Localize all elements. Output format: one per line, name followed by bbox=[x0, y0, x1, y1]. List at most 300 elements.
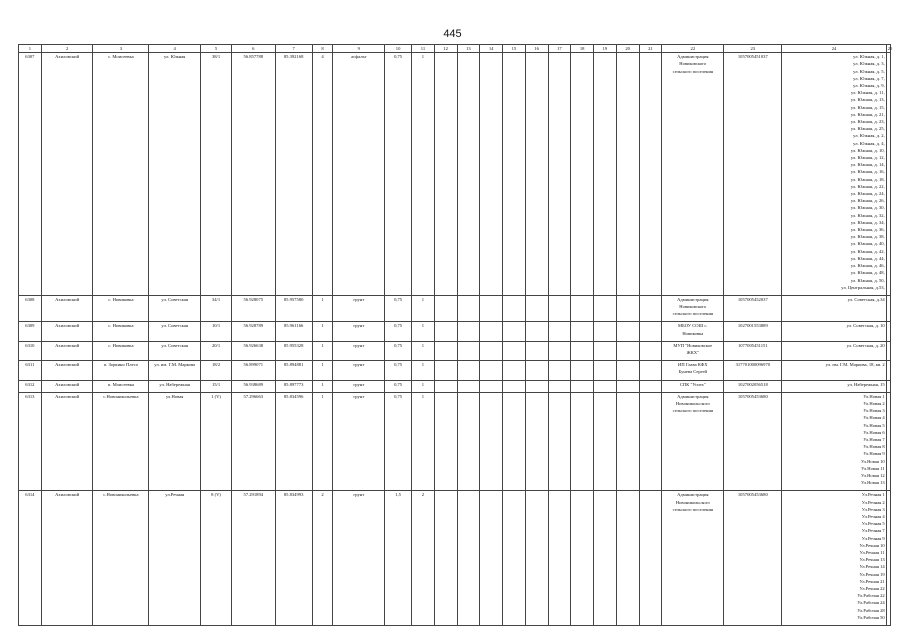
organization-line: МУП "Новиковское bbox=[673, 342, 713, 348]
cell-surface: грунт bbox=[333, 491, 385, 626]
empty-cell bbox=[639, 392, 662, 491]
address-line: ул. Советская, д. 10 bbox=[846, 323, 885, 329]
header-cell: 20 bbox=[616, 45, 639, 53]
cell-street: ул. им. Г.М. Маркова bbox=[149, 361, 201, 380]
cell-inn: 1057005451037 bbox=[724, 53, 782, 296]
address-line: Ул.Речная 1 bbox=[861, 492, 885, 498]
cell-surface: грунт bbox=[333, 322, 385, 341]
cell-cont: 4 bbox=[312, 53, 333, 296]
address-line: Ул.Новая 13 bbox=[860, 480, 885, 486]
empty-cell bbox=[594, 361, 617, 380]
address-line: ул. Южная, д. 23, bbox=[850, 119, 885, 125]
cell-addresses bbox=[782, 341, 886, 360]
cell-lon: 85.955328 bbox=[275, 341, 312, 360]
organization-line: ЖКХ" bbox=[686, 349, 699, 355]
empty-cell bbox=[480, 341, 503, 360]
empty-cell bbox=[886, 380, 890, 392]
header-cell: 15 bbox=[503, 45, 526, 53]
empty-cell bbox=[616, 361, 639, 380]
address-line: Ул.Речная 19 bbox=[859, 571, 885, 577]
cell-organization bbox=[662, 380, 724, 392]
cell-count: 2 bbox=[412, 491, 435, 626]
empty-cell bbox=[571, 341, 594, 360]
cell-organization bbox=[662, 322, 724, 341]
cell-cont: 1 bbox=[312, 341, 333, 360]
address-line: ул. Южная, д. 14, bbox=[850, 162, 885, 168]
organization-line: сельского поселения bbox=[672, 506, 714, 512]
header-cell: 23 bbox=[724, 45, 782, 53]
organization-line: Администрация bbox=[677, 296, 709, 302]
empty-cell bbox=[594, 322, 617, 341]
empty-cell bbox=[594, 341, 617, 360]
header-cell: 25 bbox=[887, 46, 893, 51]
address-line: ул. Советская, д.34 bbox=[847, 296, 885, 302]
cell-street: ул. Советская bbox=[149, 341, 201, 360]
cell-cont: 1 bbox=[312, 295, 333, 322]
empty-cell bbox=[616, 380, 639, 392]
registry-table bbox=[18, 44, 891, 626]
address-line: ул. Южная, д. 34, bbox=[850, 219, 885, 225]
cell-lat: 56.928789 bbox=[232, 322, 275, 341]
empty-cell bbox=[525, 53, 548, 296]
address-line: Ул.Новая 3 bbox=[863, 408, 885, 414]
address-line: Ул.Речная 9 bbox=[861, 535, 885, 541]
header-cell: 13 bbox=[457, 45, 480, 53]
address-line: ул. Южная, д. 40, bbox=[850, 241, 885, 247]
cell-addresses bbox=[782, 380, 886, 392]
organization-line: Новиковского bbox=[679, 61, 707, 67]
cell-addresses bbox=[782, 295, 886, 322]
empty-cell bbox=[525, 392, 548, 491]
cell-id: 6314 bbox=[19, 491, 42, 626]
address-line: Ул.Новая 6 bbox=[863, 429, 885, 435]
table-row bbox=[19, 341, 891, 360]
empty-cell bbox=[434, 361, 457, 380]
cell-area: 1,5 bbox=[385, 491, 412, 626]
address-line: ул. Южная, д. 9, bbox=[853, 83, 885, 89]
cell-lon: 85.894881 bbox=[275, 361, 312, 380]
empty-cell bbox=[525, 295, 548, 322]
cell-district: Ахиловский bbox=[41, 491, 93, 626]
header-cell: 2 bbox=[41, 45, 93, 53]
header-cell: 10 bbox=[385, 45, 412, 53]
cell-house: 8 (V) bbox=[201, 491, 232, 626]
address-line: ул. Южная, д. 1, bbox=[853, 54, 885, 60]
address-line: Ул.Новая 1 bbox=[863, 393, 885, 399]
address-line: ул. Южная, д. 7, bbox=[853, 75, 885, 81]
cell-lat: 56.926638 bbox=[232, 341, 275, 360]
cell-lat: 57.291894 bbox=[232, 491, 275, 626]
address-line: Ул.Рабочая 50 bbox=[857, 614, 885, 620]
cell-count: 1 bbox=[412, 380, 435, 392]
address-line: ул. Южная, д. 4, bbox=[853, 140, 885, 146]
cell-surface: грунт bbox=[333, 341, 385, 360]
cell-lat: 57.296663 bbox=[232, 392, 275, 491]
address-line: ул. Южная, д. 32, bbox=[850, 212, 885, 218]
cell-street: ул.Речная bbox=[149, 491, 201, 626]
cell-count: 1 bbox=[412, 295, 435, 322]
table-row bbox=[19, 361, 891, 380]
empty-cell bbox=[594, 53, 617, 296]
table-row bbox=[19, 491, 891, 626]
table-row bbox=[19, 392, 891, 491]
empty-cell bbox=[548, 295, 571, 322]
cell-inn: 1027001553889 bbox=[724, 322, 782, 341]
cell-lon: 85.834993 bbox=[275, 491, 312, 626]
table-row bbox=[19, 295, 891, 322]
cell-district: Ахиловский bbox=[41, 361, 93, 380]
cell-lat: 56.899071 bbox=[232, 361, 275, 380]
address-line: ул. Южная, д. 24, bbox=[850, 191, 885, 197]
cell-area: 0,75 bbox=[385, 322, 412, 341]
address-line: Ул.Речная 3 bbox=[861, 506, 885, 512]
empty-cell bbox=[594, 392, 617, 491]
empty-cell bbox=[886, 322, 890, 341]
cell-house: 15/1 bbox=[201, 380, 232, 392]
cell-surface: грунт bbox=[333, 392, 385, 491]
empty-cell bbox=[616, 322, 639, 341]
organization-line: Новиковского bbox=[679, 304, 707, 309]
address-line: Ул.Рабочая 24 bbox=[857, 600, 885, 606]
cell-inn: 1057005453680 bbox=[724, 491, 782, 626]
empty-cell bbox=[457, 53, 480, 296]
address-line: Ул.Речная 14 bbox=[859, 564, 885, 570]
header-cell: 24 bbox=[782, 45, 886, 53]
empty-cell bbox=[548, 341, 571, 360]
cell-district: Ахиловский bbox=[41, 322, 93, 341]
empty-cell bbox=[457, 392, 480, 491]
organization-line: ИП Глава КФХ bbox=[678, 362, 708, 368]
empty-cell bbox=[503, 341, 526, 360]
empty-cell bbox=[434, 491, 457, 626]
header-cell: 11 bbox=[412, 45, 435, 53]
cell-organization bbox=[662, 361, 724, 380]
table-row bbox=[19, 53, 891, 296]
empty-cell bbox=[571, 53, 594, 296]
empty-cell bbox=[434, 53, 457, 296]
cell-district: Ахиловский bbox=[41, 380, 93, 392]
empty-cell bbox=[616, 491, 639, 626]
cell-street: ул. Советская bbox=[149, 322, 201, 341]
address-line: ул. Южная, д. 22, bbox=[850, 183, 885, 189]
address-line: ул. Советская, д. 20 bbox=[846, 342, 885, 348]
address-line: Ул.Новая 2 bbox=[863, 400, 885, 406]
empty-cell bbox=[616, 392, 639, 491]
cell-cont: 1 bbox=[312, 322, 333, 341]
cell-area: 0,75 bbox=[385, 380, 412, 392]
address-line: ул. Южная, д. 21, bbox=[850, 111, 885, 117]
address-line: ул. Южная, д. 15, bbox=[850, 104, 885, 110]
address-line: ул. Набережная, 15 bbox=[847, 381, 885, 387]
address-line: ул. Южная, д. 42, bbox=[850, 248, 885, 254]
empty-cell bbox=[594, 380, 617, 392]
empty-cell bbox=[548, 322, 571, 341]
cell-surface: асфальт bbox=[333, 53, 385, 296]
cell-street: ул. Набережная bbox=[149, 380, 201, 392]
page-number: 445 bbox=[443, 28, 462, 40]
empty-cell bbox=[480, 491, 503, 626]
address-line: ул. Южная, д. 46, bbox=[850, 263, 885, 269]
cell-street: ул. Южная bbox=[149, 53, 201, 296]
address-line: Ул.Новая 10 bbox=[860, 458, 885, 464]
cell-settlement: с.Новоникольевка bbox=[93, 392, 149, 491]
empty-cell bbox=[548, 392, 571, 491]
empty-cell bbox=[594, 295, 617, 322]
empty-cell bbox=[434, 322, 457, 341]
empty-cell bbox=[457, 341, 480, 360]
header-cell: 21 bbox=[639, 45, 662, 53]
cell-inn: 1057005452037 bbox=[724, 295, 782, 322]
cell-addresses bbox=[782, 361, 886, 380]
address-line: Ул.Речная 2 bbox=[861, 499, 885, 505]
empty-cell bbox=[434, 341, 457, 360]
empty-cell bbox=[639, 491, 662, 626]
cell-cont: 1 bbox=[312, 392, 333, 491]
empty-cell bbox=[434, 392, 457, 491]
cell-lon: 85.392168 bbox=[275, 53, 312, 296]
address-line: Ул.Новая 4 bbox=[863, 415, 885, 421]
address-line: Ул.Речная 5 bbox=[861, 521, 885, 527]
cell-organization bbox=[662, 392, 724, 491]
cell-lat: 56.938689 bbox=[232, 380, 275, 392]
empty-cell bbox=[548, 361, 571, 380]
cell-id: 6309 bbox=[19, 322, 42, 341]
address-line: ул. Южная, д. 36, bbox=[850, 227, 885, 233]
empty-cell bbox=[503, 491, 526, 626]
table-row bbox=[19, 380, 891, 392]
organization-line: Администрация bbox=[677, 492, 709, 498]
empty-cell bbox=[480, 322, 503, 341]
cell-id: 6311 bbox=[19, 361, 42, 380]
empty-cell bbox=[886, 341, 890, 360]
cell-addresses bbox=[782, 53, 886, 296]
cell-organization bbox=[662, 341, 724, 360]
organization-line: сельского поселения bbox=[672, 68, 714, 74]
header-cell: 5 bbox=[201, 45, 232, 53]
empty-cell bbox=[571, 322, 594, 341]
empty-cell bbox=[525, 322, 548, 341]
cell-house: 1 (V) bbox=[201, 392, 232, 491]
empty-cell bbox=[457, 322, 480, 341]
empty-cell bbox=[480, 380, 503, 392]
cell-area: 0,75 bbox=[385, 53, 412, 296]
cell-cont: 2 bbox=[312, 491, 333, 626]
header-cell: 7 bbox=[275, 45, 312, 53]
address-line: ул. Южная, д. 16, bbox=[850, 169, 885, 175]
cell-house: 38/1 bbox=[201, 53, 232, 296]
empty-cell bbox=[616, 53, 639, 296]
organization-line: Бунева Сергей bbox=[678, 369, 707, 375]
cell-house: 34/1 bbox=[201, 295, 232, 322]
address-line: ул. Южная, д. 26, bbox=[850, 198, 885, 204]
empty-cell bbox=[886, 491, 890, 626]
cell-settlement: с. Новиковка bbox=[93, 322, 149, 341]
empty-cell bbox=[457, 295, 480, 322]
address-line: Ул.Новая 5 bbox=[863, 422, 885, 428]
cell-addresses bbox=[782, 392, 886, 491]
cell-count: 1 bbox=[412, 392, 435, 491]
empty-cell bbox=[503, 322, 526, 341]
cell-lon: 85.834596 bbox=[275, 392, 312, 491]
empty-cell bbox=[503, 295, 526, 322]
empty-cell bbox=[571, 295, 594, 322]
address-line: Ул.Речная 11 bbox=[859, 549, 885, 555]
cell-area: 0,75 bbox=[385, 341, 412, 360]
empty-cell bbox=[571, 380, 594, 392]
cell-lat: 56.928075 bbox=[232, 295, 275, 322]
cell-lon: 85.961166 bbox=[275, 322, 312, 341]
cell-addresses bbox=[782, 322, 886, 341]
empty-cell bbox=[480, 392, 503, 491]
cell-inn: 317701000096970 bbox=[724, 361, 782, 380]
address-line: Ул.Речная 10 bbox=[859, 542, 885, 548]
empty-cell bbox=[525, 491, 548, 626]
cell-cont: 1 bbox=[312, 361, 333, 380]
address-line: ул. Южная, д. 50, bbox=[850, 277, 885, 283]
header-cell: 12 bbox=[434, 45, 457, 53]
address-line: ул. им. Г.М. Маркова, 18, кв. 2 bbox=[825, 362, 885, 368]
address-line: ул. Южная, д. 10, bbox=[850, 147, 885, 153]
address-line: Ул.Новая 7 bbox=[863, 436, 885, 442]
cell-lat: 56.857788 bbox=[232, 53, 275, 296]
cell-lon: 85.957580 bbox=[275, 295, 312, 322]
table-row bbox=[19, 322, 891, 341]
cell-id: 6310 bbox=[19, 341, 42, 360]
empty-cell bbox=[639, 53, 662, 296]
empty-cell bbox=[639, 361, 662, 380]
empty-cell bbox=[480, 295, 503, 322]
address-line: Ул.Речная 13 bbox=[859, 557, 885, 563]
empty-cell bbox=[503, 380, 526, 392]
empty-cell bbox=[434, 380, 457, 392]
empty-cell bbox=[616, 295, 639, 322]
cell-area: 0,75 bbox=[385, 392, 412, 491]
cell-settlement: п. Зоркино Плесо bbox=[93, 361, 149, 380]
cell-surface: грунт bbox=[333, 361, 385, 380]
header-cell: 14 bbox=[480, 45, 503, 53]
address-line: ул. Южная, д. 5, bbox=[853, 68, 885, 74]
organization-line: сельского поселения bbox=[672, 408, 714, 414]
empty-cell bbox=[548, 53, 571, 296]
empty-cell bbox=[525, 341, 548, 360]
cell-id: 6308 bbox=[19, 295, 42, 322]
cell-id: 6313 bbox=[19, 392, 42, 491]
address-line: Ул.Речная 4 bbox=[861, 513, 885, 519]
cell-settlement: с. Моисеевка bbox=[93, 53, 149, 296]
empty-cell bbox=[503, 392, 526, 491]
header-cell: 19 bbox=[594, 45, 617, 53]
cell-area: 0,75 bbox=[385, 361, 412, 380]
address-line: Ул.Новая 11 bbox=[861, 465, 885, 471]
empty-cell bbox=[616, 341, 639, 360]
cell-cont: 1 bbox=[312, 380, 333, 392]
empty-cell bbox=[886, 295, 890, 322]
address-line: Ул.Новая 8 bbox=[863, 444, 885, 450]
empty-cell bbox=[480, 361, 503, 380]
cell-organization bbox=[662, 53, 724, 296]
empty-cell bbox=[548, 380, 571, 392]
address-line: ул. Южная, д. 13, bbox=[850, 97, 885, 103]
organization-line: Новиковка bbox=[682, 330, 704, 336]
address-line: Ул.Новая 9 bbox=[863, 451, 885, 457]
cell-district: Ахиловский bbox=[41, 392, 93, 491]
cell-organization bbox=[662, 491, 724, 626]
cell-count: 1 bbox=[412, 341, 435, 360]
header-cell: 16 bbox=[525, 45, 548, 53]
cell-house: 10/1 bbox=[201, 322, 232, 341]
cell-district: Ахиловский bbox=[41, 341, 93, 360]
empty-cell bbox=[434, 295, 457, 322]
cell-addresses bbox=[782, 491, 886, 626]
cell-district: Ахиловский bbox=[41, 295, 93, 322]
empty-cell bbox=[480, 53, 503, 296]
cell-district: Ахиловский bbox=[41, 53, 93, 296]
header-cell: 6 bbox=[232, 45, 275, 53]
header-cell: 17 bbox=[548, 45, 571, 53]
cell-count: 1 bbox=[412, 361, 435, 380]
cell-settlement: с. Новиковка bbox=[93, 295, 149, 322]
empty-cell bbox=[457, 491, 480, 626]
header-cell: 3 bbox=[93, 45, 149, 53]
empty-cell bbox=[886, 53, 890, 296]
empty-cell bbox=[639, 341, 662, 360]
cell-area: 0,75 bbox=[385, 295, 412, 322]
address-line: ул. Южная, д. 44, bbox=[850, 255, 885, 261]
organization-line: Новоникольского bbox=[675, 499, 710, 505]
empty-cell bbox=[886, 392, 890, 491]
empty-cell bbox=[525, 361, 548, 380]
empty-cell bbox=[503, 361, 526, 380]
address-line: ул. Центральная, д.53, bbox=[841, 284, 885, 290]
cell-count: 1 bbox=[412, 53, 435, 296]
empty-cell bbox=[548, 491, 571, 626]
address-line: ул. Южная, д. 3, bbox=[853, 61, 885, 67]
empty-cell bbox=[594, 491, 617, 626]
address-line: ул. Южная, д. 38, bbox=[850, 234, 885, 240]
organization-line: сельского поселения bbox=[672, 311, 714, 317]
address-line: ул. Южная, д. 18, bbox=[850, 176, 885, 182]
empty-cell bbox=[639, 322, 662, 341]
empty-cell bbox=[571, 392, 594, 491]
organization-line: СПК "Успех" bbox=[679, 381, 706, 387]
address-line: ул. Южная, д. 2, bbox=[853, 133, 885, 139]
address-line: Ул.Рабочая 28 bbox=[857, 607, 885, 613]
cell-house: 20/1 bbox=[201, 341, 232, 360]
empty-cell bbox=[639, 380, 662, 392]
organization-line: МБОУ СОШ с. bbox=[678, 323, 708, 329]
header-cell: 18 bbox=[571, 45, 594, 53]
address-line: Ул.Рабочая 22 bbox=[857, 593, 885, 599]
empty-cell bbox=[571, 491, 594, 626]
organization-line: Новоникольского bbox=[675, 400, 710, 406]
empty-cell bbox=[571, 361, 594, 380]
address-line: ул. Южная, д. 11, bbox=[850, 90, 885, 96]
empty-cell bbox=[639, 295, 662, 322]
cell-inn: 1057005453680 bbox=[724, 392, 782, 491]
header-cell: 22 bbox=[662, 45, 724, 53]
cell-house: 18/2 bbox=[201, 361, 232, 380]
empty-cell bbox=[457, 380, 480, 392]
cell-settlement: п. Моисеевка bbox=[93, 380, 149, 392]
address-line: Ул.Новая 12 bbox=[860, 472, 885, 478]
empty-cell bbox=[503, 53, 526, 296]
cell-surface: грунт bbox=[333, 295, 385, 322]
header-cell: 9 bbox=[333, 45, 385, 53]
cell-id: 6312 bbox=[19, 380, 42, 392]
address-line: ул. Южная, д. 30, bbox=[850, 205, 885, 211]
header-cell: 8 bbox=[312, 45, 333, 53]
cell-lon: 85.897773 bbox=[275, 380, 312, 392]
